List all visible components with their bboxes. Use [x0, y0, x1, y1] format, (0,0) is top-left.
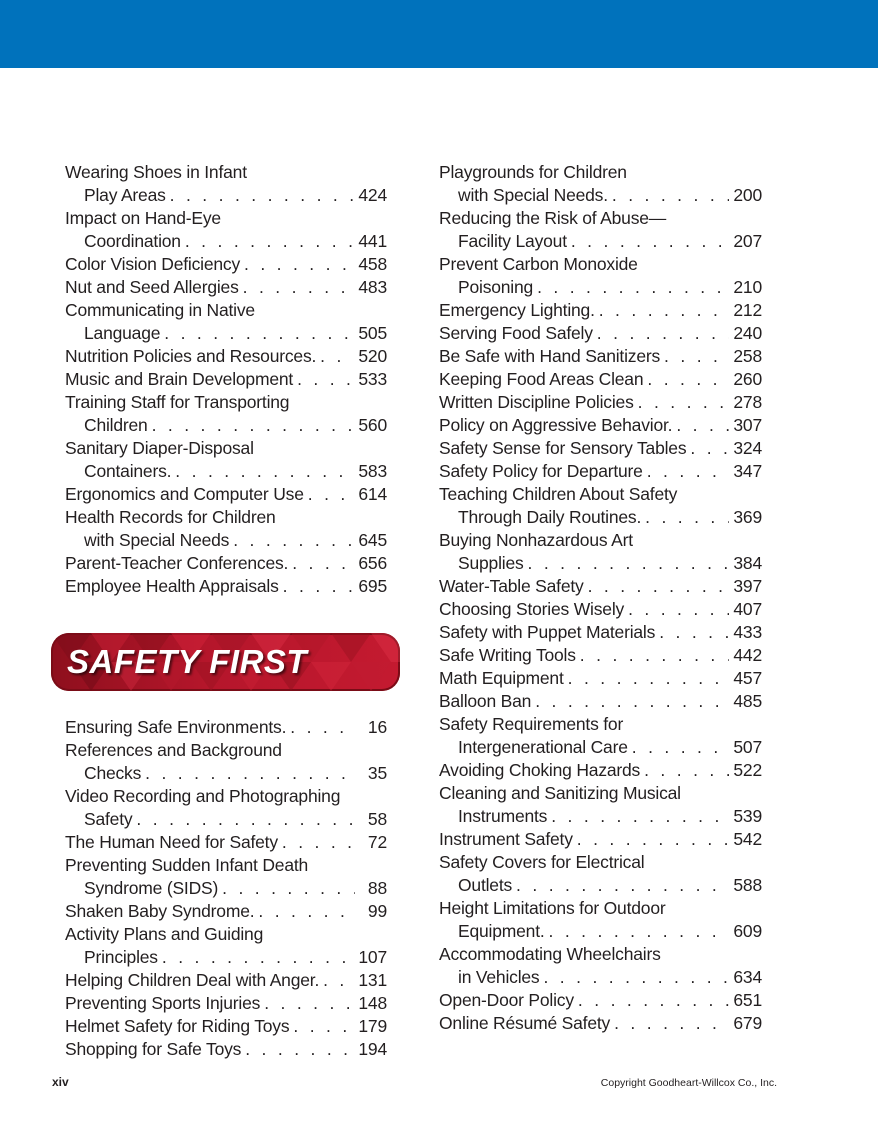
- toc-entry: [439, 759, 762, 782]
- toc-entry: [65, 368, 387, 391]
- toc-entry: [439, 460, 762, 483]
- entry-title: Training Staff for Transporting: [65, 392, 290, 412]
- page-number: 483: [358, 277, 387, 297]
- entry-title: Language: [84, 323, 161, 343]
- entry-title: Poisoning: [458, 277, 534, 297]
- dot-leader: [175, 460, 354, 483]
- entry-title: Water-Table Safety: [439, 576, 584, 596]
- entry-title: Wearing Shoes in Infant: [65, 162, 247, 182]
- toc-entry: [439, 598, 762, 621]
- toc-entry: [65, 552, 387, 575]
- page-number: 148: [358, 993, 387, 1013]
- dot-leader: [577, 828, 730, 851]
- dot-leader: [297, 368, 354, 391]
- page-number: 307: [733, 415, 762, 435]
- entry-title: Supplies: [458, 553, 524, 573]
- entry-title: Helmet Safety for Riding Toys: [65, 1016, 290, 1036]
- entry-title: Nutrition Policies and Resources.: [65, 346, 317, 366]
- entry-title: Choosing Stories Wisely: [439, 599, 625, 619]
- toc-entry: [439, 713, 762, 759]
- page-number: 651: [733, 990, 762, 1010]
- dot-leader: [571, 230, 730, 253]
- page-number: 485: [733, 691, 762, 711]
- toc-entry: [439, 299, 762, 322]
- toc-entry: [65, 575, 387, 598]
- toc-entry: [65, 739, 387, 785]
- page-number: 522: [733, 760, 762, 780]
- entry-title: Safety Covers for Electrical: [439, 852, 645, 872]
- entry-title: Avoiding Choking Hazards: [439, 760, 641, 780]
- dot-leader: [647, 368, 729, 391]
- page-number: 384: [733, 553, 762, 573]
- dot-leader: [676, 414, 729, 437]
- entry-title: Shopping for Safe Toys: [65, 1039, 242, 1059]
- entry-title: Open-Door Policy: [439, 990, 574, 1010]
- dot-leader: [244, 253, 354, 276]
- dot-leader: [222, 877, 355, 900]
- entry-title: Prevent Carbon Monoxide: [439, 254, 638, 274]
- page-number: 542: [733, 829, 762, 849]
- toc-entry: [65, 785, 387, 831]
- toc-entry: [439, 575, 762, 598]
- dot-leader: [612, 184, 730, 207]
- page-number: 397: [733, 576, 762, 596]
- entry-title: Shaken Baby Syndrome.: [65, 901, 255, 921]
- toc-entry: [439, 1012, 762, 1035]
- entry-title: Height Limitations for Outdoor: [439, 898, 666, 918]
- page-number: 347: [733, 461, 762, 481]
- toc-entry: [439, 851, 762, 897]
- page-number: 88: [367, 878, 387, 898]
- entry-title: Policy on Aggressive Behavior.: [439, 415, 673, 435]
- entry-title: Play Areas: [84, 185, 166, 205]
- dot-leader: [568, 667, 730, 690]
- dot-leader: [243, 276, 355, 299]
- dot-leader: [578, 989, 729, 1012]
- entry-title: Health Records for Children: [65, 507, 276, 527]
- header-color-band: [0, 0, 878, 68]
- dot-leader: [320, 345, 354, 368]
- toc-entry: [65, 992, 387, 1015]
- page-number: 442: [733, 645, 762, 665]
- entry-title: Emergency Lighting.: [439, 300, 595, 320]
- toc-entry: [65, 716, 387, 739]
- entry-title: Music and Brain Development: [65, 369, 294, 389]
- entry-title: Math Equipment: [439, 668, 564, 688]
- page-number: 207: [733, 231, 762, 251]
- entry-title: Preventing Sudden Infant Death: [65, 855, 309, 875]
- entry-title: Safe Writing Tools: [439, 645, 576, 665]
- dot-leader: [264, 992, 354, 1015]
- page-number: 200: [733, 185, 762, 205]
- entry-title: Preventing Sports Injuries: [65, 993, 261, 1013]
- toc-entry: [439, 253, 762, 299]
- dot-leader: [170, 184, 355, 207]
- entry-title: Online Résumé Safety: [439, 1013, 611, 1033]
- dot-leader: [136, 808, 355, 831]
- dot-leader: [614, 1012, 729, 1035]
- toc-entry: [439, 391, 762, 414]
- entry-title: with Special Needs.: [458, 185, 608, 205]
- dot-leader: [638, 391, 730, 414]
- page-number: 539: [733, 806, 762, 826]
- dot-leader: [152, 414, 355, 437]
- toc-entry: [439, 437, 762, 460]
- entry-title: Children: [84, 415, 148, 435]
- page-number: 695: [358, 576, 387, 596]
- dot-leader: [599, 299, 730, 322]
- entry-title: Equipment.: [458, 921, 545, 941]
- dot-leader: [145, 762, 355, 785]
- toc-entry: [65, 299, 387, 345]
- entry-title: Ergonomics and Computer Use: [65, 484, 304, 504]
- entry-title: Sanitary Diaper-Disposal: [65, 438, 254, 458]
- toc-entry: [65, 483, 387, 506]
- page-number: 583: [358, 461, 387, 481]
- dot-leader: [323, 969, 354, 992]
- entry-title: Safety Requirements for: [439, 714, 624, 734]
- entry-title: Syndrome (SIDS): [84, 878, 219, 898]
- entry-title: Keeping Food Areas Clean: [439, 369, 644, 389]
- toc-entry: [439, 345, 762, 368]
- page-number: 634: [733, 967, 762, 987]
- dot-leader: [690, 437, 729, 460]
- dot-leader: [632, 736, 730, 759]
- dot-leader: [597, 322, 730, 345]
- dot-leader: [588, 575, 730, 598]
- page-number: 458: [358, 254, 387, 274]
- entry-title: Checks: [84, 763, 142, 783]
- dot-leader: [551, 805, 729, 828]
- feature-list-right: [439, 161, 762, 1035]
- banner-title: SAFETY FIRST: [67, 643, 308, 680]
- toc-entry: [65, 854, 387, 900]
- entry-title: Safety: [84, 809, 133, 829]
- page-number: 369: [733, 507, 762, 527]
- toc-entry: [439, 644, 762, 667]
- entry-title: Nut and Seed Allergies: [65, 277, 239, 297]
- dot-leader: [537, 276, 729, 299]
- toc-entry: [439, 782, 762, 828]
- feature-list-top: [65, 161, 387, 598]
- toc-entry: [439, 161, 762, 207]
- dot-leader: [516, 874, 729, 897]
- page-number: 58: [367, 809, 387, 829]
- dot-leader: [580, 644, 730, 667]
- entry-title: Buying Nonhazardous Art: [439, 530, 633, 550]
- entry-title: Principles: [84, 947, 158, 967]
- entry-title: Coordination: [84, 231, 181, 251]
- page-number: 505: [358, 323, 387, 343]
- dot-leader: [283, 575, 355, 598]
- entry-title: The Human Need for Safety: [65, 832, 278, 852]
- entry-title: Instrument Safety: [439, 829, 573, 849]
- page-number: 324: [733, 438, 762, 458]
- page-number: 679: [733, 1013, 762, 1033]
- dot-leader: [659, 621, 729, 644]
- toc-entry: [439, 897, 762, 943]
- dot-leader: [549, 920, 730, 943]
- page-number: 194: [358, 1039, 387, 1059]
- dot-leader: [164, 322, 354, 345]
- toc-entry: [65, 923, 387, 969]
- toc-entry: [65, 207, 387, 253]
- page-number: 210: [733, 277, 762, 297]
- page-number: 260: [733, 369, 762, 389]
- dot-leader: [644, 759, 729, 782]
- entry-title: Facility Layout: [458, 231, 567, 251]
- toc-entry: [65, 506, 387, 552]
- page-number: 457: [733, 668, 762, 688]
- page-number: 240: [733, 323, 762, 343]
- entry-title: Intergenerational Care: [458, 737, 628, 757]
- toc-entry: [65, 1038, 387, 1061]
- left-column: [65, 161, 387, 1061]
- entry-title: Cleaning and Sanitizing Musical: [439, 783, 681, 803]
- toc-entry: [439, 828, 762, 851]
- right-column: [439, 161, 762, 1035]
- dot-leader: [535, 690, 729, 713]
- entry-title: Accommodating Wheelchairs: [439, 944, 661, 964]
- page-number: 179: [358, 1016, 387, 1036]
- page-number: 441: [358, 231, 387, 251]
- toc-entry: [65, 391, 387, 437]
- entry-title: Through Daily Routines.: [458, 507, 642, 527]
- entry-title: in Vehicles: [458, 967, 540, 987]
- toc-entry: [65, 437, 387, 483]
- toc-entry: [439, 414, 762, 437]
- toc-entry: [65, 345, 387, 368]
- dot-leader: [258, 900, 355, 923]
- page-number: 212: [733, 300, 762, 320]
- toc-entry: [65, 969, 387, 992]
- entry-title: Teaching Children About Safety: [439, 484, 678, 504]
- entry-title: Safety Sense for Sensory Tables: [439, 438, 687, 458]
- dot-leader: [233, 529, 354, 552]
- page-number: 614: [358, 484, 387, 504]
- safety-first-list: [65, 716, 387, 1061]
- entry-title: Color Vision Deficiency: [65, 254, 241, 274]
- page-number: 72: [367, 832, 387, 852]
- toc-entry: [65, 900, 387, 923]
- page-number: 433: [733, 622, 762, 642]
- safety-first-banner: [51, 633, 400, 691]
- entry-title: Parent-Teacher Conferences.: [65, 553, 289, 573]
- toc-entry: [65, 276, 387, 299]
- entry-title: Containers.: [84, 461, 172, 481]
- entry-title: Written Discipline Policies: [439, 392, 634, 412]
- toc-entry: [439, 667, 762, 690]
- page-number: 278: [733, 392, 762, 412]
- entry-title: Employee Health Appraisals: [65, 576, 279, 596]
- page-number: 609: [733, 921, 762, 941]
- copyright-notice: Copyright Goodheart-Willcox Co., Inc.: [600, 1077, 777, 1089]
- entry-title: Ensuring Safe Environments.: [65, 717, 287, 737]
- dot-leader: [185, 230, 355, 253]
- page-number: 107: [358, 947, 387, 967]
- dot-leader: [645, 506, 729, 529]
- page-number: 16: [367, 717, 387, 737]
- entry-title: Communicating in Native: [65, 300, 255, 320]
- toc-entry: [65, 161, 387, 207]
- page-number: 99: [367, 901, 387, 921]
- entry-title: with Special Needs: [84, 530, 230, 550]
- toc-entry: [439, 207, 762, 253]
- dot-leader: [543, 966, 729, 989]
- entry-title: Outlets: [458, 875, 513, 895]
- entry-title: Activity Plans and Guiding: [65, 924, 264, 944]
- page-number: 407: [733, 599, 762, 619]
- page-number: 131: [358, 970, 387, 990]
- toc-entry: [65, 1015, 387, 1038]
- toc-entry: [439, 690, 762, 713]
- dot-leader: [528, 552, 730, 575]
- dot-leader: [292, 552, 354, 575]
- toc-entry: [65, 831, 387, 854]
- page-number: 258: [733, 346, 762, 366]
- dot-leader: [664, 345, 729, 368]
- entry-title: Safety Policy for Departure: [439, 461, 643, 481]
- page-number: 645: [358, 530, 387, 550]
- entry-title: Video Recording and Photographing: [65, 786, 341, 806]
- toc-entry: [439, 989, 762, 1012]
- dot-leader: [282, 831, 355, 854]
- toc-entry: [439, 943, 762, 989]
- entry-title: References and Background: [65, 740, 282, 760]
- entry-title: Instruments: [458, 806, 548, 826]
- dot-leader: [308, 483, 355, 506]
- entry-title: Reducing the Risk of Abuse—: [439, 208, 667, 228]
- dot-leader: [293, 1015, 354, 1038]
- toc-entry: [439, 368, 762, 391]
- dot-leader: [290, 716, 355, 739]
- toc-entry: [439, 529, 762, 575]
- entry-title: Impact on Hand-Eye: [65, 208, 221, 228]
- page-folio: xiv: [52, 1075, 69, 1089]
- toc-entry: [439, 322, 762, 345]
- entry-title: Playgrounds for Children: [439, 162, 627, 182]
- entry-title: Serving Food Safely: [439, 323, 593, 343]
- entry-title: Helping Children Deal with Anger.: [65, 970, 320, 990]
- page-number: 424: [358, 185, 387, 205]
- page-number: 520: [358, 346, 387, 366]
- page-number: 35: [367, 763, 387, 783]
- entry-title: Safety with Puppet Materials: [439, 622, 656, 642]
- toc-entry: [439, 621, 762, 644]
- page-number: 656: [358, 553, 387, 573]
- page-number: 560: [358, 415, 387, 435]
- dot-leader: [162, 946, 355, 969]
- page-number: 533: [358, 369, 387, 389]
- toc-entry: [65, 253, 387, 276]
- entry-title: Be Safe with Hand Sanitizers: [439, 346, 661, 366]
- toc-entry: [439, 483, 762, 529]
- dot-leader: [245, 1038, 354, 1061]
- dot-leader: [647, 460, 730, 483]
- page-number: 507: [733, 737, 762, 757]
- dot-leader: [628, 598, 729, 621]
- page-number: 588: [733, 875, 762, 895]
- entry-title: Balloon Ban: [439, 691, 532, 711]
